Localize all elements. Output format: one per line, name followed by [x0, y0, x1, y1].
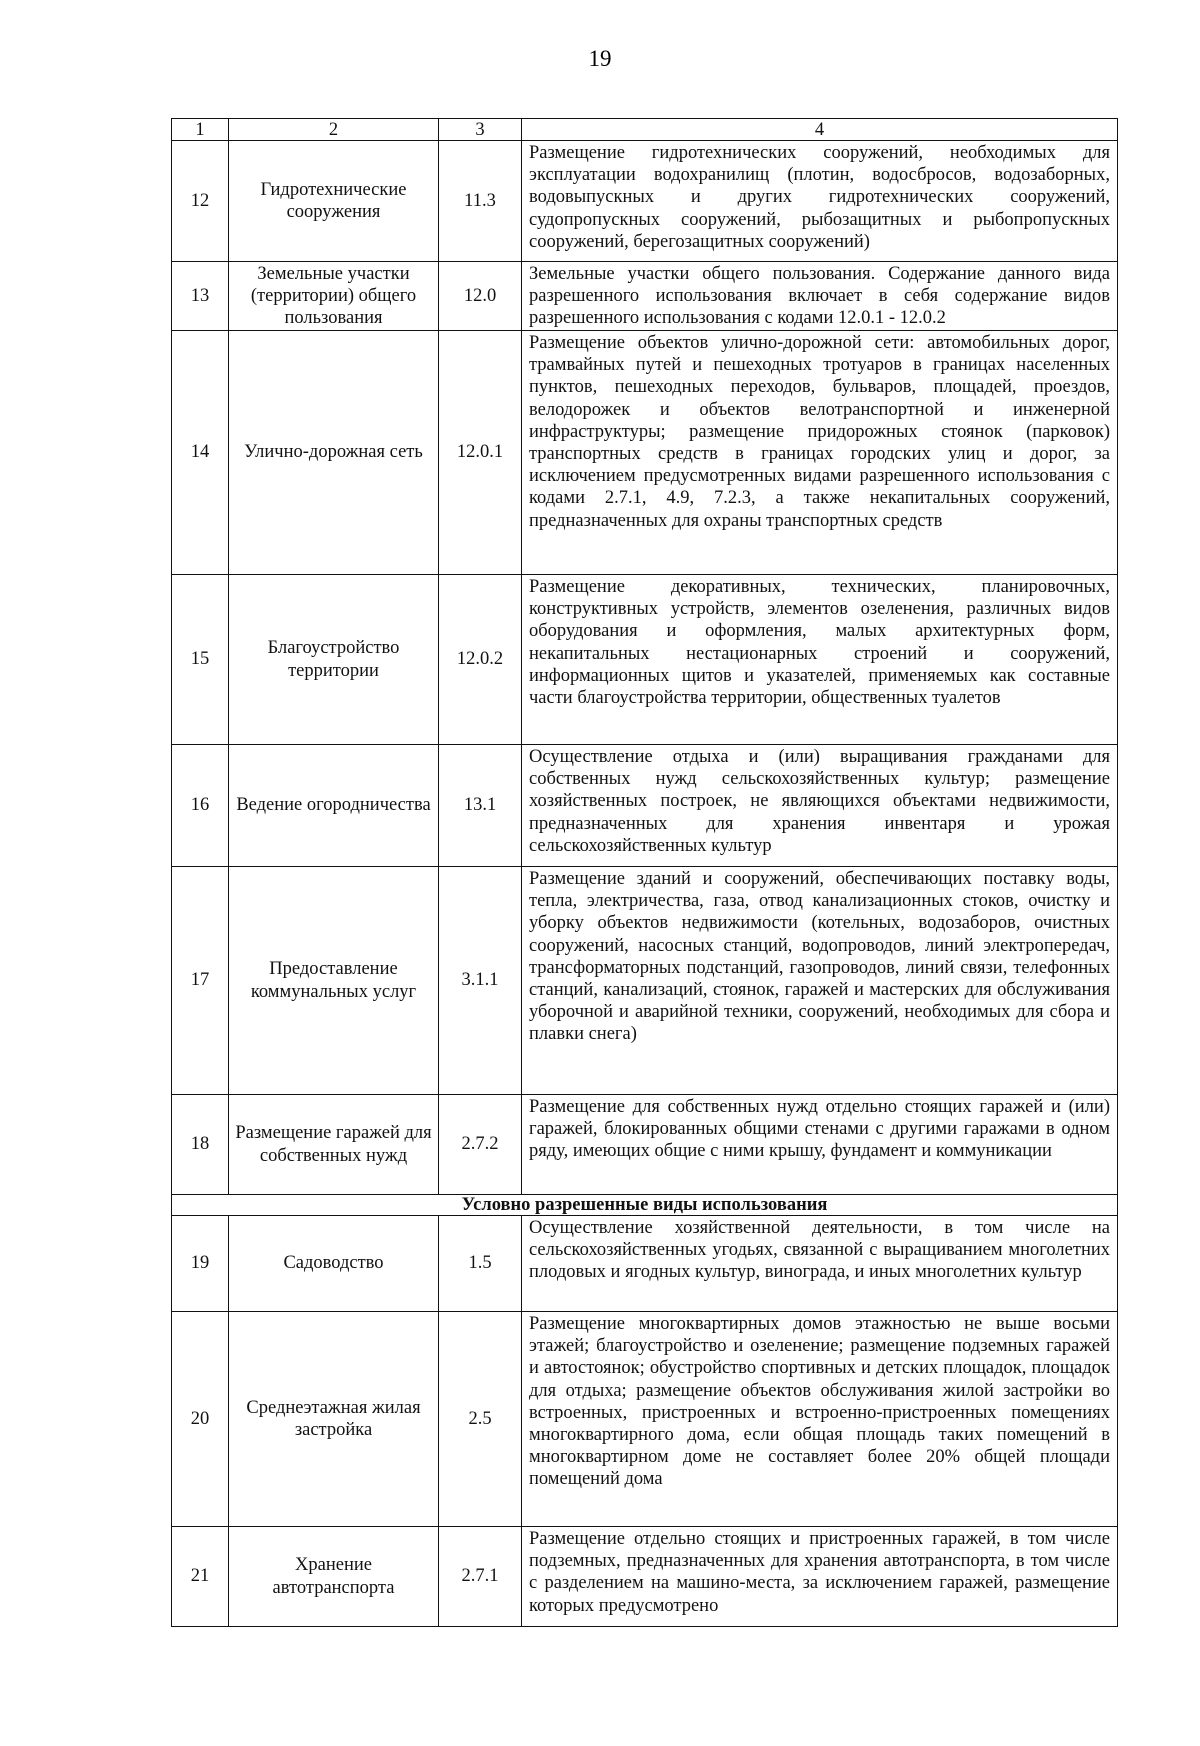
use-type-name: Благоустройство территории: [229, 575, 439, 745]
table-row: [172, 1527, 1118, 1627]
use-type-description: Размещение гидротехнических сооружений, необходимых для эксплуатации водохранилищ (плотин, водосбросов, водозаборных, водовыпускных и других гидротехнических сооружений, судопропускных сооружений, рыбозащитных и рыбопропускных сооружений, берегозащитных сооружений): [522, 141, 1118, 262]
use-type-description: Земельные участки общего пользования. Содержание данного вида разрешенного использования включает в себя содержание видов разрешенного использования с кодами 12.0.1 - 12.0.2: [522, 262, 1118, 331]
section-heading-row: [172, 1195, 1118, 1216]
row-number: 12: [172, 141, 229, 262]
page-number: 19: [588, 46, 612, 71]
row-number: 14: [172, 331, 229, 575]
use-type-name: Предоставление коммунальных услуг: [229, 867, 439, 1095]
use-type-code: 2.5: [439, 1312, 522, 1527]
table-row: [172, 1095, 1118, 1195]
table-row: [172, 331, 1118, 575]
use-type-name: Гидротехнические сооружения: [229, 141, 439, 262]
table-row: [172, 867, 1118, 1095]
table-row: [172, 141, 1118, 262]
header-cell-4: 4: [522, 119, 1118, 141]
use-type-code: 2.7.2: [439, 1095, 522, 1195]
header-cell-1: 1: [172, 119, 229, 141]
land-use-table: [171, 118, 1118, 1627]
use-type-code: 3.1.1: [439, 867, 522, 1095]
table-row: [172, 1312, 1118, 1527]
use-type-description: Осуществление отдыха и (или) выращивания гражданами для собственных нужд сельскохозяйственных культур; размещение хозяйственных построек, не являющихся объектами недвижимости, предназначенных для хранения инвентаря и урожая сельскохозяйственных культур: [522, 745, 1118, 867]
row-number: 15: [172, 575, 229, 745]
use-type-code: 2.7.1: [439, 1527, 522, 1627]
table-row: [172, 1216, 1118, 1312]
use-type-description: Размещение зданий и сооружений, обеспечивающих поставку воды, тепла, электричества, газа, отвод канализационных стоков, очистку и уборку объектов недвижимости (котельных, водозаборов, очистных сооружений, насосных станций, водопроводов, линий электропередач, трансформаторных подстанций, газопроводов, линий связи, телефонных станций, канализаций, стоянок, гаражей и мастерских для обслуживания уборочной и аварийной техники, сооружений, необходимых для сбора и плавки снега): [522, 867, 1118, 1095]
use-type-code: 12.0: [439, 262, 522, 331]
use-type-description: Размещение отдельно стоящих и пристроенных гаражей, в том числе подземных, предназначенных для хранения автотранспорта, в том числе с разделением на машино-места, за исключением гаражей, размещение которых предусмотрено: [522, 1527, 1118, 1627]
use-type-name: Улично-дорожная сеть: [229, 331, 439, 575]
use-type-description: Размещение многоквартирных домов этажностью не выше восьми этажей; благоустройство и озеленение; размещение подземных гаражей и автостоянок; обустройство спортивных и детских площадок, площадок для отдыха; размещение объектов обслуживания жилой застройки во встроенных, пристроенных и встроенно-пристроенных помещениях многоквартирного дома, если общая площадь таких помещений в многоквартирном доме не составляет более 20% общей площади помещений дома: [522, 1312, 1118, 1527]
use-type-description: Размещение объектов улично-дорожной сети: автомобильных дорог, трамвайных путей и пешеходных тротуаров в границах населенных пунктов, пешеходных переходов, бульваров, площадей, проездов, велодорожек и объектов велотранспортной и инженерной инфраструктуры; размещение придорожных стоянок (парковок) транспортных средств в границах городских улиц и дорог, за исключением предусмотренных видами разрешенного использования с кодами 2.7.1, 4.9, 7.2.3, а также некапитальных сооружений, предназначенных для охраны транспортных средств: [522, 331, 1118, 575]
row-number: 16: [172, 745, 229, 867]
use-type-description: Размещение для собственных нужд отдельно стоящих гаражей и (или) гаражей, блокированных общими стенами с другими гаражами в одном ряду, имеющих общие с ними крышу, фундамент и коммуникации: [522, 1095, 1118, 1195]
use-type-name: Садоводство: [229, 1216, 439, 1312]
section-heading: Условно разрешенные виды использования: [172, 1195, 1118, 1216]
use-type-code: 13.1: [439, 745, 522, 867]
row-number: 20: [172, 1312, 229, 1527]
use-type-code: 11.3: [439, 141, 522, 262]
table-row: [172, 262, 1118, 331]
table-row: [172, 745, 1118, 867]
row-number: 13: [172, 262, 229, 331]
header-cell-2: 2: [229, 119, 439, 141]
use-type-code: 12.0.2: [439, 575, 522, 745]
use-type-name: Ведение огородничества: [229, 745, 439, 867]
row-number: 17: [172, 867, 229, 1095]
use-type-name: Среднеэтажная жилая застройка: [229, 1312, 439, 1527]
row-number: 18: [172, 1095, 229, 1195]
use-type-name: Размещение гаражей для собственных нужд: [229, 1095, 439, 1195]
row-number: 21: [172, 1527, 229, 1627]
header-cell-3: 3: [439, 119, 522, 141]
use-type-name: Земельные участки (территории) общего пользования: [229, 262, 439, 331]
row-number: 19: [172, 1216, 229, 1312]
use-type-code: 12.0.1: [439, 331, 522, 575]
use-type-description: Осуществление хозяйственной деятельности, в том числе на сельскохозяйственных угодьях, связанной с выращиванием многолетних плодовых и ягодных культур, винограда, и иных многолетних культур: [522, 1216, 1118, 1312]
table-header-row: [172, 119, 1118, 141]
use-type-name: Хранение автотранспорта: [229, 1527, 439, 1627]
use-type-code: 1.5: [439, 1216, 522, 1312]
table-row: [172, 575, 1118, 745]
use-type-description: Размещение декоративных, технических, планировочных, конструктивных устройств, элементов озеленения, различных видов оборудования и оформления, малых архитектурных форм, некапитальных нестационарных строений и сооружений, информационных щитов и указателей, применяемых как составные части благоустройства территории, общественных туалетов: [522, 575, 1118, 745]
